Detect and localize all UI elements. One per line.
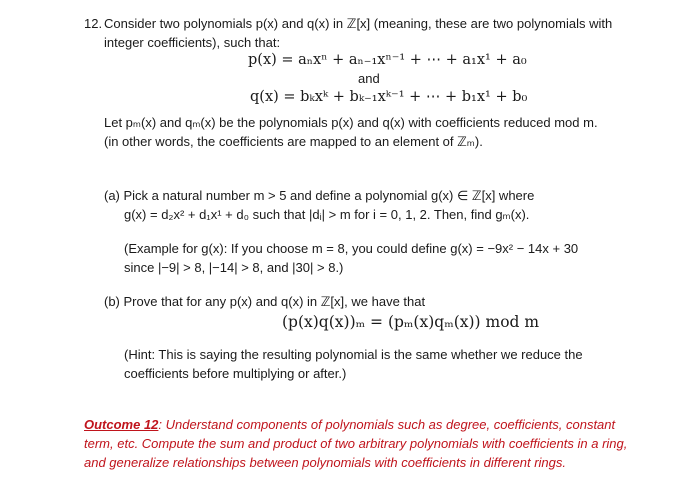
and-word: and bbox=[358, 71, 380, 86]
outcome-line-1-text: : Understand components of polynomials such as degree, coefficients, constant bbox=[158, 417, 616, 432]
outcome-line-3: and generalize relationships between polynomials with coefficients in different rings. bbox=[84, 455, 566, 470]
part-a-line-2: g(x) = d₂x² + d₁x¹ + d₀ such that |dᵢ| > m for i = 0, 1, 2. Then, find gₘ(x). bbox=[124, 207, 530, 222]
part-a-line-1: (a) Pick a natural number m > 5 and define a polynomial g(x) ∈ ℤ[x] where bbox=[104, 188, 535, 203]
problem-number: 12. bbox=[84, 16, 103, 31]
equation-p: p(x) = aₙxⁿ + aₙ₋₁xⁿ⁻¹ + ⋯ + a₁x¹ + a₀ bbox=[248, 52, 527, 68]
outcome-label: Outcome 12 bbox=[84, 417, 159, 432]
outcome-line-2: term, etc. Compute the sum and product of two arbitrary polynomials with coefficients in a ring, bbox=[84, 436, 628, 451]
part-b-hint-line-1: (Hint: This is saying the resulting polynomial is the same whether we reduce the bbox=[124, 347, 583, 362]
let-line-1: Let pₘ(x) and qₘ(x) be the polynomials p(x) and q(x) with coefficients reduced mod m. bbox=[104, 115, 598, 130]
part-b-line-1: (b) Prove that for any p(x) and q(x) in ℤ[x], we have that bbox=[104, 294, 426, 309]
part-b-hint-line-2: coefficients before multiplying or after.) bbox=[124, 366, 347, 381]
let-line-2: (in other words, the coefficients are mapped to an element of ℤₘ). bbox=[104, 134, 483, 149]
part-a-example-line-2: since |−9| > 8, |−14| > 8, and |30| > 8.) bbox=[124, 260, 344, 275]
part-a-example-line-1: (Example for g(x): If you choose m = 8, you could define g(x) = −9x² − 14x + 30 bbox=[124, 241, 579, 256]
outcome-line-1 bbox=[84, 416, 615, 434]
intro-line-2: integer coefficients), such that: bbox=[104, 35, 281, 50]
equation-q: q(x) = bₖxᵏ + bₖ₋₁xᵏ⁻¹ + ⋯ + b₁x¹ + b₀ bbox=[250, 89, 528, 105]
intro-line-1: Consider two polynomials p(x) and q(x) in ℤ[x] (meaning, these are two polynomials with bbox=[104, 16, 613, 31]
part-b-equation: (p(x)q(x))ₘ = (pₘ(x)qₘ(x)) mod m bbox=[282, 313, 540, 331]
